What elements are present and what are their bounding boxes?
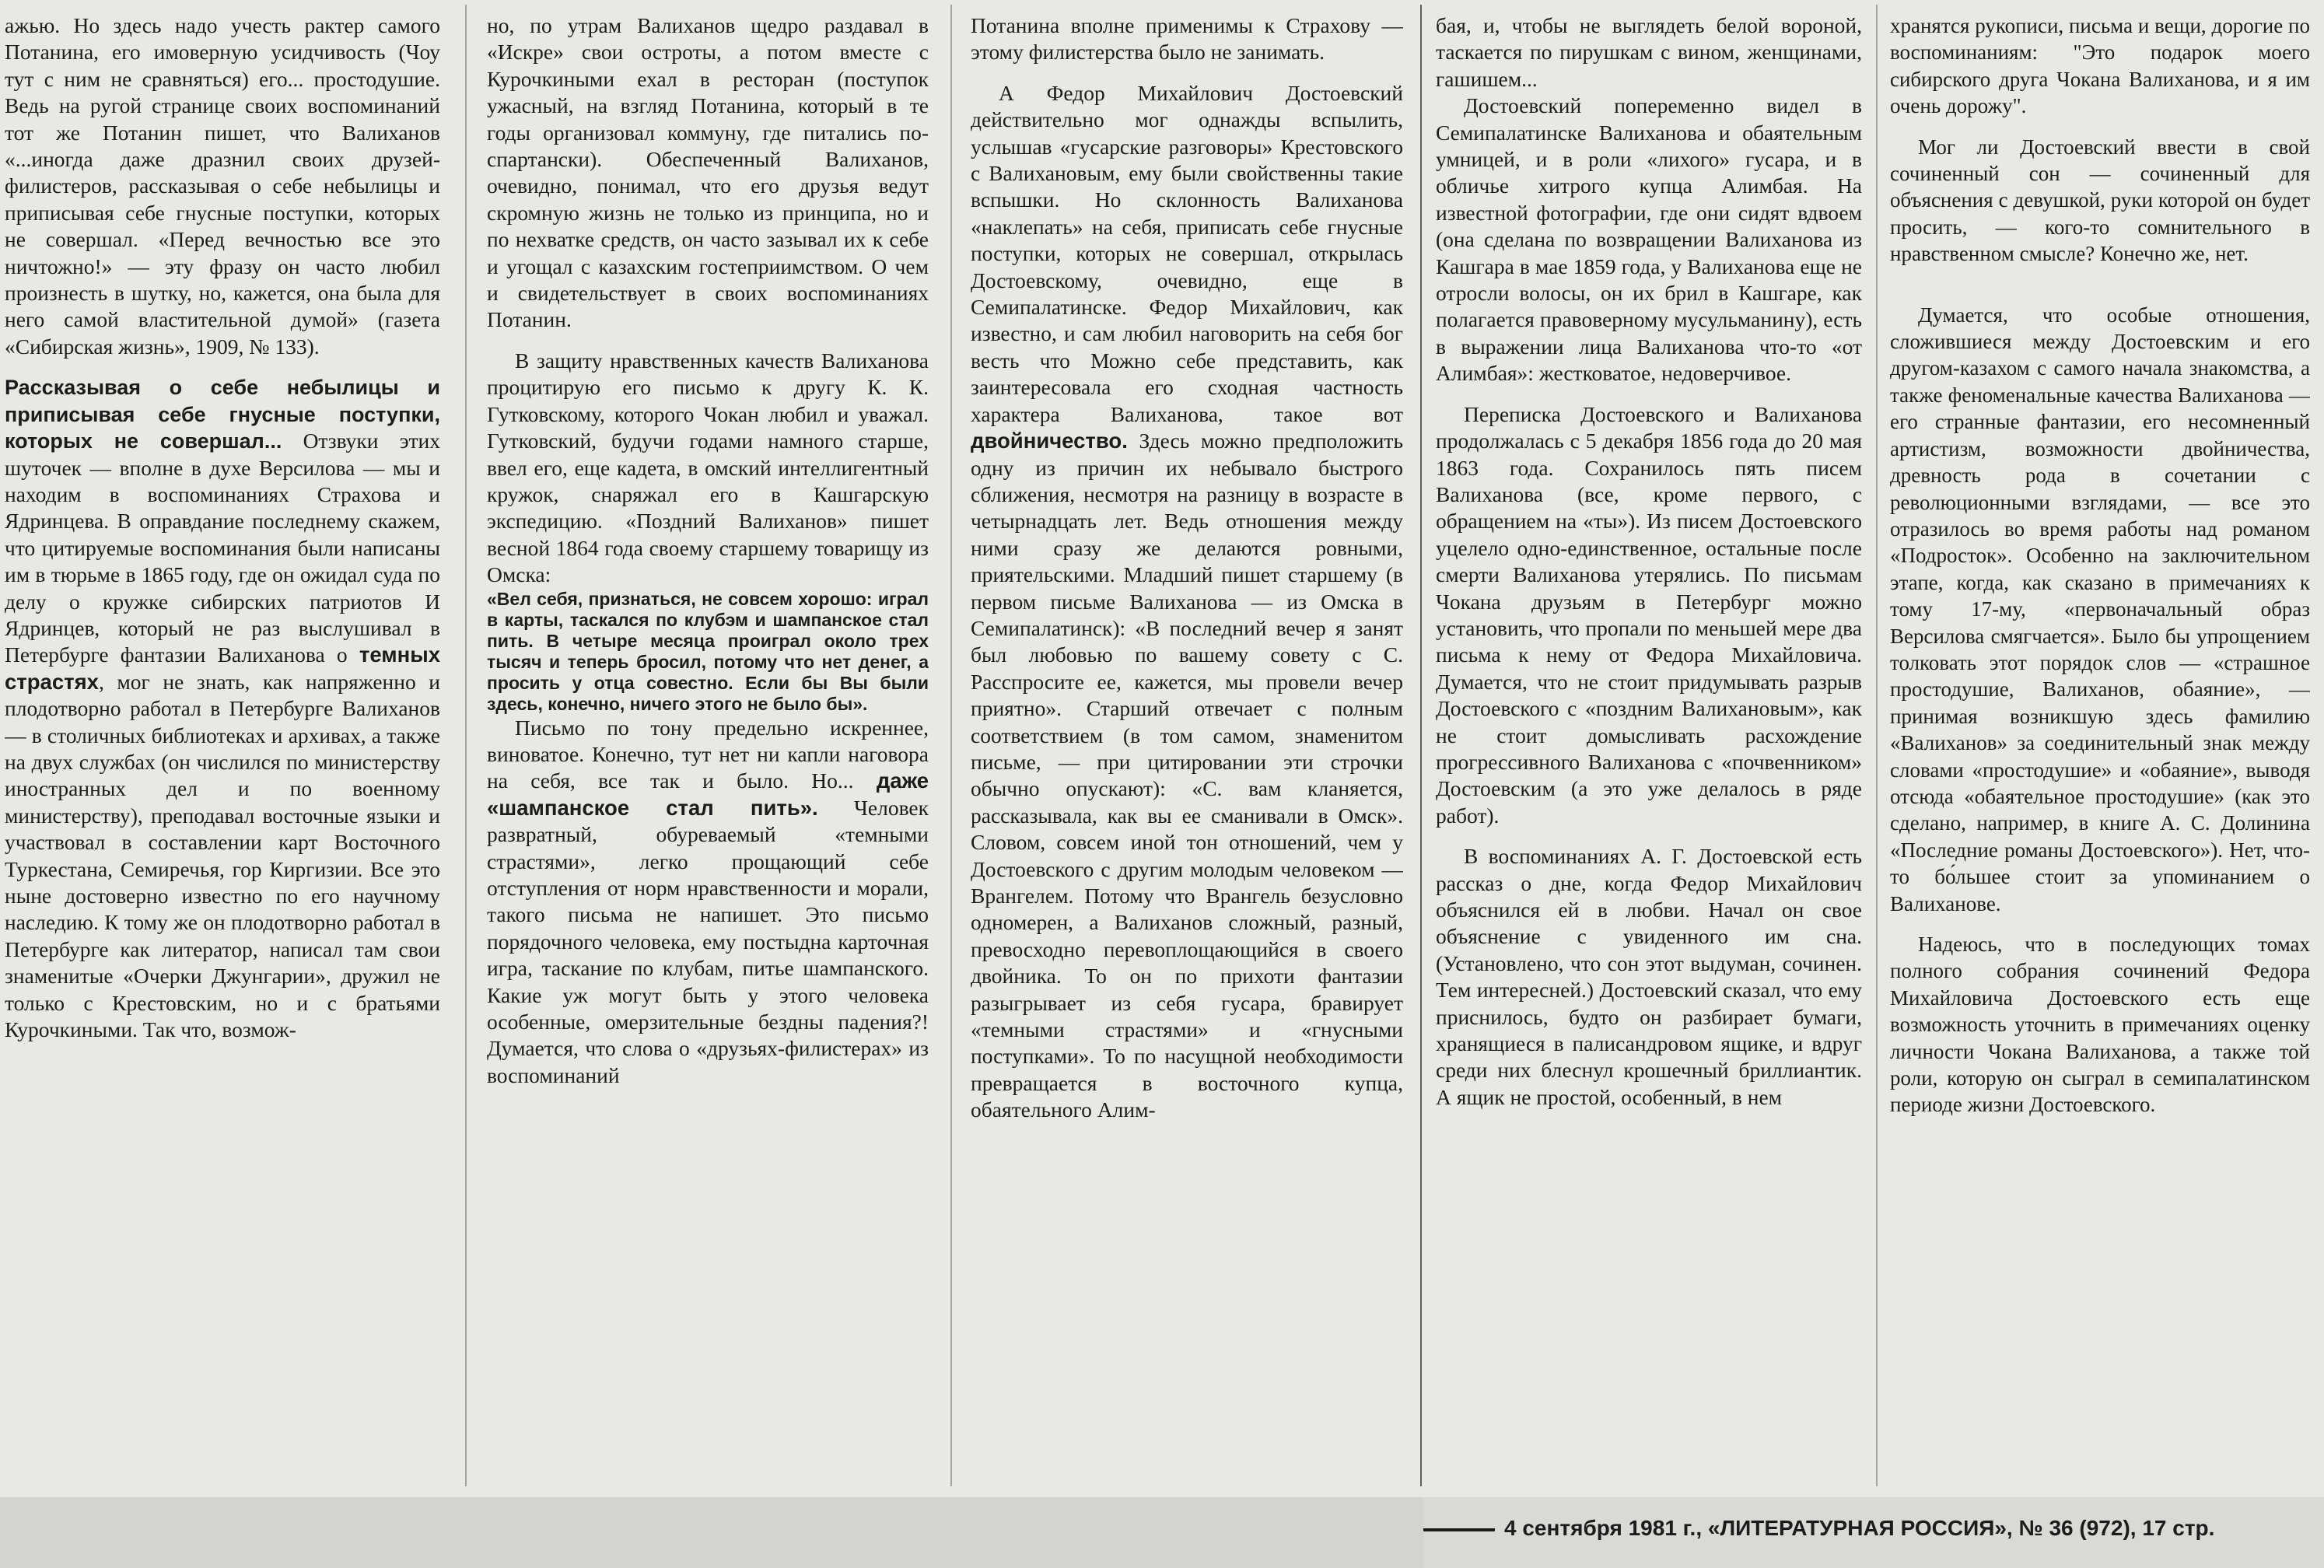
paragraph: бая, и, чтобы не выглядеть белой вороной, таскается по пирушкам с вином, женщинами, гашишем... [1436,13,1862,91]
bold-phrase: темных страстях [5,642,440,694]
paragraph: Достоевский попеременно видел в Семипалатинске Валиханова и обаятельным умницей, и в роли «лихого» гусара, и в обличье хитрого купца Алимбая. На известной фотографии, где они сидят вдвоем (она сделана по возвращении Валиханова из Кашгара в мае 1859 года, у Валиханова еще не отросли волосы, он их брил в Кашгаре, как полагается правоверному мусульманину), есть в выражении лица Валиханова что-то «от Алимбая»: жестковатое, недоверчивое. [1436,93,1862,386]
bold-phrase: двойничество. [971,429,1128,453]
paragraph: В защиту нравственных качеств Валиханова процитирую его письмо к другу К. К. Гутковскому, которого Чокан любил и уважал. Гутковский, будучи годами намного старше, ввел его, еще кадета, в омский интеллигентный кружок, снаряжал его в Кашгарскую экспедицию. «Поздний Валиханов» пишет весной 1864 года своему старшему товарищу из Омска: [487,348,929,587]
torn-edge [0,1497,1423,1568]
bold-phrase: даже «шампанское стал пить». [487,768,929,820]
letter-quote: «Вел себя, признаться, не совсем хорошо: играл в карты, таскался по клубэм и шампанское стал пить. В четыре месяца проиграл около трех тысяч и теперь бросил, потому что нет денег, а просить у отца совестно. Если бы Вы были здесь, конечно, ничего этого не было бы». [487,588,929,714]
paragraph: хранятся рукописи, письма и вещи, дорогие по воспоминаниям: "Это подарок моего сибирского друга Чокана Валиханова, и я им очень дорожу". [1890,14,2310,118]
paragraph: Рассказывая о себе небылицы и приписывая себе гнусные поступки, которых не совершал... Отзвуки этих шуточек — вполне в духе Версилова — мы и находим в воспоминаниях Страхова и Ядринцева. В оправдание последнему скажем, что цитируемые воспоминания были написаны им в тюрьме в 1865 году, где он ожидал суда по делу о кружке сибирских патриотов И Ядринцев, который не раз выслушивал в Петербурге фантазии Валиханова о темных страстях, мог не знать, как напряженно и плодотворно работал в Петербурге Валиханов — в столичных библиотеках и архивах, а также на двух службах (он числился по министерству иностранных дел и по военному министерству), преподавал восточные языки и участвовал в составлении карт Восточного Туркестана, Семиречья, гор Киргизии. Все это ныне достоверно известно по его научному наследию. К тому же он плодотворно работал в Петербурге как литератор, написал там свои знаменитые «Очерки Джунгарии», дружил не только с Крестовским, но и с братьями Курочкиными. Так что, возмож- [5,376,440,1042]
column-rule [950,5,952,1486]
article-column-4 [1436,12,1862,1482]
paragraph: Потанина вполне применимы к Страхову — этому филистерства было не занимать. [971,13,1403,65]
paragraph: но, по утрам Валиханов щедро раздавал в «Искре» свои остроты, а потом вместе с Курочкиными ехал в ресторан (поступок ужасный, на взгляд Потанина, который в те годы организовал коммуну, где питались по-спартански). Обеспеченный Валиханов, очевидно, понимал, что его друзья ведут скромную жизнь не только из принципа, но и по нехватке средств, он часто зазывал их к себе и угощал с казахским гостеприимством. О чем и свидетельствует в своих воспоминаниях Потанин. [487,13,929,332]
paragraph: Мог ли Достоевский ввести в свой сочиненный сон — сочиненный для объяснения с девушкой, руки которой он будет просить, — кого-то сомнительного в нравственном смысле? Конечно же, нет. [1890,135,2310,266]
leader-dash [1423,1528,1495,1531]
source-citation: 4 сентября 1981 г., «ЛИТЕРАТУРНАЯ РОССИЯ», № 36 (972), 17 стр. [1423,1510,2302,1546]
paragraph: В воспоминаниях А. Г. Достоевской есть рассказ о дне, когда Федор Михайлович объяснился ей в любви. Начал он свое объяснение с увиденного им сна. (Установлено, что сон этот выдуман, сочинен. Тем интересней.) Достоевский сказал, что ему приснилось, будто он разбирает бумаги, хранящиеся в палисандровом ящике, и вдруг среди них блеснул крошечный бриллиантик. А ящик не простой, особенный, в нем [1436,844,1862,1109]
column-rule [465,5,467,1486]
paragraph: ажью. Но здесь надо учесть рактер самого Потанина, его имоверную усидчивость (Чоу тут с ним не сравняться) его... простодушие. Ведь на ругой странице своих воспоминаний тот же Потанин пишет, что Валиханов «...иногда даже дразнил своих друзей-филистеров, рассказывая о себе небылицы и приписывая себе гнусные поступки, которых не совершал. «Перед вечностью все это ничтожно!» — эту фразу он часто любил произнесть в шутку, но, кажется, она была для него самой властительной думой» (газета «Сибирская жизнь», 1909, № 133). [5,13,440,359]
paragraph: А Федор Михайлович Достоевский действительно мог однажды вспылить, услышав «гусарские разговоры» Крестовского с Валихановым, ему были свойственны такие вспышки. Но склонность Валиханова «наклепать» на себя, приписать себе гнусные поступки, которых не совершал, открылась Достоевскому, очевидно, еще в Семипалатинске. Федор Михайлович, как известно, и сам любил наговорить на себя бог весть что Можно себе представить, как заинтересовала его сходная частность характера Валиханова, такое вот двойничество. Здесь можно предположить одну из причин их небывало быстрого сближения, несмотря на разницу в возрасте в четырнадцать лет. Ведь отношения между ними сразу же делаются ровными, приятельскими. Младший пишет старшему (в первом письме Валиханова — из Омска в Семипалатинск): «В последний вечер я занят был любовью по вашему совету с С. Расспросите ее, кажется, мы провели вечер приятно». Старший отвечает с полным соответствием (в том самом, знаменитом письме, — при цитировании эти строчки обычно опускают): «С. вам кланяется, рассказывала, как вы ее сманивали в Омск». Словом, совсем иной тон отношений, чем у Достоевского с другим молодым человеком — Врангелем. Потому что Врангель безусловно одномерен, а Валиханов сложный, разный, превосходно перевоплощающийся в своего двойника. То он по прихоти фантазии разыгрывает из себя гусара, бравирует «темными страстями» и «гнусными поступками». То по насущной необходимости превращается в восточного купца, обаятельного Алим- [971,80,1403,1122]
column-rule [1420,5,1422,1486]
paragraph: Письмо по тону предельно искреннее, виноватое. Конечно, тут нет ни капли наговора на себя, все так и было. Но... даже «шампанское стал пить». Человек развратный, обуреваемый «темными страстями», легко прощающий себе отступления от норм нравственности и морали, такого письма не напишет. Это письмо порядочного человека, ему постыдна карточная игра, таскание по клубам, питье шампанского. Какие уж могут быть у этого человека особенные, омерзительные бездны падения?! Думается, что слова о «друзьях-филистерах» из воспоминаний [487,715,929,1087]
article-column-1 [5,12,440,1482]
paragraph: Надеюсь, что в последующих томах полного собрания сочинений Федора Михайловича Достоевского есть еще возможность уточнить в примечаниях оценку личности Чокана Валиханова, а также той роли, которую он сыграл в семипалатинском периоде жизни Достоевского. [1890,933,2310,1117]
article-column-3 [971,12,1403,1482]
paragraph: Думается, что особые отношения, сложившиеся между Достоевским и его другом-казахом с самого начала знакомства, а также феноменальные качества Валиханова — его странные фантазии, его несомненный артистизм, возможности двойничества, древность рода в сочетании с революционными взглядами, — все это отразилось во время работы над романом «Подросток». Особенно на заключительном этапе, когда, как сказано в примечаниях к тому 17-му, «первоначальный образ Версилова смягчается». Было бы упрощением толковать этот порядок слов — «страшное простодушие, Валиханов, обаяние», — принимая возникшую здесь фамилию «Валиханов» за соединительный знак между словами «простодушие» и «обаяние», выводя отсюда «обаятельное простодушие» (как это сделано, например, в книге А. С. Долинина «Последние романы Достоевского»). Нет, что-то бо́льшее стоит за упоминанием о Валиханове. [1890,303,2310,915]
column-rule [1876,5,1878,1486]
article-column-2 [487,12,929,1482]
article-column-5 [1890,12,2310,1482]
paragraph: Переписка Достоевского и Валиханова продолжалась с 5 декабря 1856 года до 20 мая 1863 года. Сохранилось пять писем Валиханова (все, кроме первого, с обращением на «ты»). Из писем Достоевского уцелело одно-единственное, остальные после смерти Валиханова утерялись. По письмам Чокана друзьям в Петербург можно установить, что пропали по меньшей мере два письма к нему от Федора Михайловича. Думается, что не стоит придумывать разрыв Достоевского с «поздним Валихановым», как не стоит домысливать расхождение прогрессивного Валиханова с «почвенником» Достоевским (а это уже делалось в ряде работ). [1436,401,1862,828]
lead-in-bold: Рассказывая о себе небылицы и приписывая себе гнусные поступки, которых не совершал... [5,376,440,453]
